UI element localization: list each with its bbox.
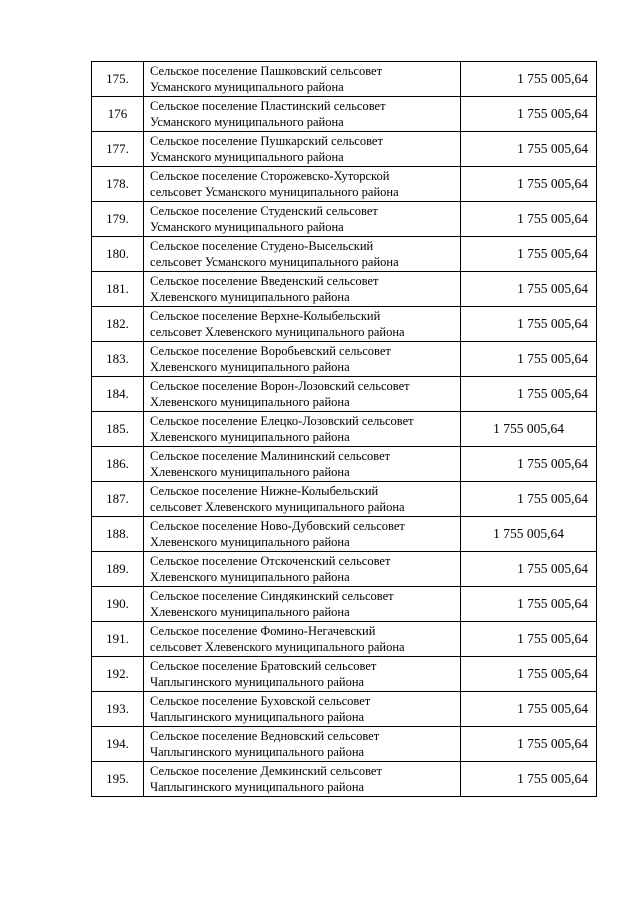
allocation-table — [91, 61, 597, 797]
table-row — [92, 342, 597, 377]
row-number: 192. — [92, 657, 144, 692]
row-number: 179. — [92, 202, 144, 237]
row-number: 182. — [92, 307, 144, 342]
table-row — [92, 447, 597, 482]
table-row — [92, 762, 597, 797]
row-number: 193. — [92, 692, 144, 727]
amount-value: 1 755 005,64 — [461, 762, 597, 797]
amount-value: 1 755 005,64 — [461, 657, 597, 692]
row-number: 187. — [92, 482, 144, 517]
amount-value: 1 755 005,64 — [461, 97, 597, 132]
row-number: 186. — [92, 447, 144, 482]
row-number: 184. — [92, 377, 144, 412]
table-row — [92, 237, 597, 272]
row-number: 180. — [92, 237, 144, 272]
settlement-name: Сельское поселение Ведновский сельсовет Чаплыгинского муниципального района — [144, 727, 461, 762]
amount-value: 1 755 005,64 — [461, 482, 597, 517]
amount-value: 1 755 005,64 — [461, 412, 597, 447]
table-row — [92, 307, 597, 342]
settlement-name: Сельское поселение Отскоченский сельсовет Хлевенского муниципального района — [144, 552, 461, 587]
table-row — [92, 692, 597, 727]
settlement-name: Сельское поселение Ворон-Лозовский сельсовет Хлевенского муниципального района — [144, 377, 461, 412]
amount-value: 1 755 005,64 — [461, 307, 597, 342]
row-number: 177. — [92, 132, 144, 167]
table-row — [92, 482, 597, 517]
settlement-name: Сельское поселение Демкинский сельсовет Чаплыгинского муниципального района — [144, 762, 461, 797]
amount-value: 1 755 005,64 — [461, 587, 597, 622]
settlement-name: Сельское поселение Сторожевско-Хуторской сельсовет Усманского муниципального района — [144, 167, 461, 202]
settlement-name: Сельское поселение Студено-Высельский сельсовет Усманского муниципального района — [144, 237, 461, 272]
settlement-name: Сельское поселение Верхне-Колыбельский сельсовет Хлевенского муниципального района — [144, 307, 461, 342]
amount-value: 1 755 005,64 — [461, 62, 597, 97]
row-number: 190. — [92, 587, 144, 622]
table-row — [92, 97, 597, 132]
amount-value: 1 755 005,64 — [461, 552, 597, 587]
amount-value: 1 755 005,64 — [461, 447, 597, 482]
row-number: 194. — [92, 727, 144, 762]
amount-value: 1 755 005,64 — [461, 727, 597, 762]
settlement-name: Сельское поселение Елецко-Лозовский сельсовет Хлевенского муниципального района — [144, 412, 461, 447]
settlement-name: Сельское поселение Нижне-Колыбельский сельсовет Хлевенского муниципального района — [144, 482, 461, 517]
settlement-name: Сельское поселение Пушкарский сельсовет Усманского муниципального района — [144, 132, 461, 167]
amount-value: 1 755 005,64 — [461, 237, 597, 272]
row-number: 188. — [92, 517, 144, 552]
table-row — [92, 167, 597, 202]
table-row — [92, 622, 597, 657]
table-row — [92, 657, 597, 692]
amount-value: 1 755 005,64 — [461, 202, 597, 237]
row-number: 176 — [92, 97, 144, 132]
table-row — [92, 412, 597, 447]
amount-value: 1 755 005,64 — [461, 272, 597, 307]
allocation-table-body — [92, 62, 597, 797]
row-number: 175. — [92, 62, 144, 97]
amount-value: 1 755 005,64 — [461, 342, 597, 377]
amount-value: 1 755 005,64 — [461, 692, 597, 727]
amount-value: 1 755 005,64 — [461, 377, 597, 412]
row-number: 189. — [92, 552, 144, 587]
row-number: 191. — [92, 622, 144, 657]
amount-value: 1 755 005,64 — [461, 622, 597, 657]
amount-value: 1 755 005,64 — [461, 517, 597, 552]
table-row — [92, 517, 597, 552]
settlement-name: Сельское поселение Синдякинский сельсовет Хлевенского муниципального района — [144, 587, 461, 622]
table-row — [92, 202, 597, 237]
settlement-name: Сельское поселение Ново-Дубовский сельсовет Хлевенского муниципального района — [144, 517, 461, 552]
row-number: 183. — [92, 342, 144, 377]
settlement-name: Сельское поселение Введенский сельсовет Хлевенского муниципального района — [144, 272, 461, 307]
table-row — [92, 727, 597, 762]
table-row — [92, 62, 597, 97]
settlement-name: Сельское поселение Братовский сельсовет Чаплыгинского муниципального района — [144, 657, 461, 692]
settlement-name: Сельское поселение Пластинский сельсовет Усманского муниципального района — [144, 97, 461, 132]
amount-value: 1 755 005,64 — [461, 167, 597, 202]
table-row — [92, 272, 597, 307]
row-number: 195. — [92, 762, 144, 797]
settlement-name: Сельское поселение Пашковский сельсовет Усманского муниципального района — [144, 62, 461, 97]
table-row — [92, 377, 597, 412]
table-row — [92, 587, 597, 622]
row-number: 181. — [92, 272, 144, 307]
row-number: 185. — [92, 412, 144, 447]
table-row — [92, 132, 597, 167]
settlement-name: Сельское поселение Фомино-Негачевский сельсовет Хлевенского муниципального района — [144, 622, 461, 657]
settlement-name: Сельское поселение Буховской сельсовет Чаплыгинского муниципального района — [144, 692, 461, 727]
row-number: 178. — [92, 167, 144, 202]
settlement-name: Сельское поселение Воробьевский сельсовет Хлевенского муниципального района — [144, 342, 461, 377]
table-row — [92, 552, 597, 587]
amount-value: 1 755 005,64 — [461, 132, 597, 167]
settlement-name: Сельское поселение Малининский сельсовет Хлевенского муниципального района — [144, 447, 461, 482]
settlement-name: Сельское поселение Студенский сельсовет Усманского муниципального района — [144, 202, 461, 237]
